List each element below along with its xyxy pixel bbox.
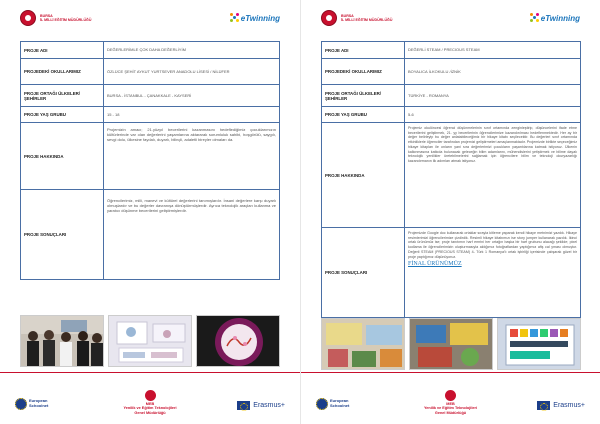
eu-flag-icon (537, 401, 550, 410)
right-page (300, 0, 600, 424)
table-row (21, 85, 280, 107)
row-value: BURSA - İSTANBUL - ÇANAKKALE - KAYSERİ (104, 85, 280, 107)
results-text: Projemizde Google doc kullanarak ortaklar sırayla kitleme yaparak kendi hikaye metnimizi yazdık. Hikaye resimlerimizi öğrencilerimize çizdirdik. Resimli hikaye kitabımızı ise story jumper kullanarak yazdık. Ikinci ortak ürünümüz ise; proje tanıtımın harf emrini her ortağın başka bir harf grubunu alacağı şekilde; pixel kodlama ile öğrencilerimizin oluşturmasıyla aldığımız fotoğraflardan yaptığımız afiş cal yması olmuştur. Değerli STEAM (PRECIOUS STEAM) 4- Türk 1 Romanya'lı ortak işbirliği içerisinde çalışarak güzel bir proje yaptığımız düşünüyoruz. (408, 231, 577, 259)
eu-flag-icon (237, 401, 250, 410)
classroom-activity-photo (321, 318, 405, 370)
craft-materials-photo (409, 318, 493, 370)
erasmus-logo (237, 401, 285, 410)
etwinning-star-icon (530, 13, 540, 23)
row-label: PROJE YAŞ GRUBU (21, 107, 104, 123)
project-info-table (321, 41, 581, 318)
page-header (20, 10, 280, 36)
european-schoolnet-logo (316, 398, 349, 410)
etwinning-logo: eTwinning (230, 13, 280, 23)
page-header (321, 10, 580, 36)
row-value: ÖZLÜCE ŞEHİT AYKUT YURTSEVER ANADOLU LİSESİ / NİLÜFER (104, 59, 280, 85)
schoolnet-line-3: net (343, 403, 350, 408)
table-row (21, 123, 280, 190)
etwinning-text: Twinning (245, 13, 280, 23)
table-row (322, 228, 581, 318)
row-label: PROJE YAŞ GRUBU (322, 107, 405, 123)
yegitek-logo (110, 390, 190, 415)
final-product-link[interactable]: FİNAL ÜRÜNÜMÜZ (408, 261, 462, 268)
pixel-poster-photo (497, 318, 581, 370)
row-value: Öğrencilerimiz, milli, manevi ve kültürel değerlerini tanımışlardır. İnsani değerlere karşı duyarlı olmuşlardır ve bu değerler davranışa dönüştürmüşlerdir. Ayrıca teknolojik araçları kullanma ve yaratıcı düşünme becerilerini geliştirmişlerdir. (104, 190, 280, 280)
students-photo (20, 315, 104, 367)
table-row (322, 107, 581, 123)
schoolnet-line-3: net (42, 403, 49, 408)
meb-logo-text (341, 14, 392, 23)
row-value: BOYALICA İLKOKULU /İZNİK (405, 59, 581, 85)
row-label: PROJE HAKKINDA (322, 123, 405, 228)
meb-logo (20, 10, 91, 26)
etwinning-text: Twinning (545, 13, 580, 23)
schoolnet-line-1: European (29, 398, 48, 404)
etwinning-logo: eTwinning (530, 13, 580, 23)
row-value: 5-6 (405, 107, 581, 123)
footer-divider (301, 372, 600, 373)
row-value: DEĞERLİ STEAM / PRECIOUS STEAM (405, 42, 581, 59)
yegitek-line-2: Yenilik ve Eğitim Teknolojileri (123, 406, 177, 411)
table-row (322, 85, 581, 107)
meb-logo (321, 10, 392, 26)
meb-line-2: İL MİLLİ EĞİTİM MÜDÜRLÜĞÜ (341, 18, 393, 22)
meb-logo-text (40, 14, 91, 23)
yegitek-line-3: Genel Müdürlüğü (134, 410, 166, 415)
row-label: PROJE ADI (322, 42, 405, 59)
footer-divider (0, 372, 300, 373)
yegitek-line-2: Yenilik ve Eğitim Teknolojileri (423, 406, 478, 411)
row-value: DEĞERLERİMLE ÇOK DAHA DEĞERLİYİM (104, 42, 280, 59)
row-label: PROJE HAKKINDA (21, 123, 104, 190)
project-photos (321, 318, 581, 370)
row-value (405, 228, 581, 318)
table-row (21, 190, 280, 280)
row-label: PROJEDEKİ OKULLARIMIZ (21, 59, 104, 85)
meb-line-1: BURSA (40, 13, 53, 18)
yegitek-line-1: MEB (446, 402, 455, 406)
meb-emblem-icon (321, 10, 337, 26)
row-value: 15 - 18 (104, 107, 280, 123)
row-value: TÜRKİYE - ROMANYA (405, 85, 581, 107)
row-label: PROJE ORTAĞI ÜLKELER/ŞEHİRLER (21, 85, 104, 107)
page-footer (316, 390, 585, 418)
european-schoolnet-logo (15, 398, 48, 410)
eu-stars-icon (316, 398, 328, 410)
meb-line-1: BURSA (341, 13, 354, 18)
row-label: PROJE SONUÇLARI (21, 190, 104, 280)
meb-emblem-icon (445, 390, 456, 401)
row-label: PROJEDEKİ OKULLARIMIZ (322, 59, 405, 85)
erasmus-text: Erasmus+ (253, 402, 285, 409)
project-info-table (20, 41, 280, 280)
yegitek-line-1: MEB (145, 402, 155, 406)
row-label: PROJE ORTAĞI ÜLKELER/ŞEHİRLER (322, 85, 405, 107)
row-value: Projemiz okulöncesi öğrenci düşünmelerinin sınıf ortamında zenginleştirip, düşüncelerini ifade etme becerilerini geliştirmek, 21. yy becerilerinin öğrencilerimize kazandırılması hedeflenmektedir. Her ay bir değer belirleyip bu değer anlatabileceğimiz bir hikaye kitabı seçilecektir. Bu değerleri sınıf ortamında etkinliklerle öğrenciler tarafından projemizi geliştirmeleri amaçlanmaktadır. Projemizde birlikte seçeceğimiz hikaye kitapları ile onların yani sıra değerlerimizi çocukların yaşantılarına katmak istiyoruz. Ülkenin kalkınmasına katkıda bulunacak geleceğin bilim adamlarını, mühendislerini yetiştirmek ve bilime dayalı teknolojik yenilikler üretebilmelerini sağlamak için öğrencilere bilim ve teknoloji okuryazarlığı kazandırmanın ilk adımları atmak istiyoruz. (405, 123, 581, 228)
table-row (21, 107, 280, 123)
row-label: PROJE ADI (21, 42, 104, 59)
row-value: Projemizin amacı; 21.yüzyıl becerilerini kazanmasını hedeflediğimiz çocuklarımızın kültürlerinde var olan değerlerini yaşamlarına aktararak sorumluluk sahibi, hoşgörülü, saygılı, sevgi dolu, ülkesine faydalı, duyarlı, bilinçli, adaletli bireyler olmaları da. (104, 123, 280, 190)
table-row (322, 123, 581, 228)
meb-emblem-icon (145, 390, 156, 401)
table-row (21, 59, 280, 85)
schoolnet-line-1: European (330, 398, 349, 404)
project-photos (20, 315, 280, 367)
table-row (322, 59, 581, 85)
schoolnet-line-2: School (29, 403, 43, 408)
etwinning-star-icon (230, 13, 240, 23)
page-footer (15, 390, 285, 418)
eu-stars-icon (15, 398, 27, 410)
table-row (322, 42, 581, 59)
book-cover-photo (108, 315, 192, 367)
schoolnet-line-2: School (330, 403, 344, 408)
meb-emblem-icon (20, 10, 36, 26)
erasmus-text: Erasmus+ (553, 402, 585, 409)
yegitek-line-3: Genel Müdürlüğü (434, 410, 467, 415)
erasmus-logo (537, 401, 585, 410)
meb-line-2: İL MİLLİ EĞİTİM MÜDÜRLÜĞÜ (40, 18, 92, 22)
row-label: PROJE SONUÇLARI (322, 228, 405, 318)
project-logo-image (196, 315, 280, 367)
table-row (21, 42, 280, 59)
yegitek-logo (411, 390, 491, 415)
